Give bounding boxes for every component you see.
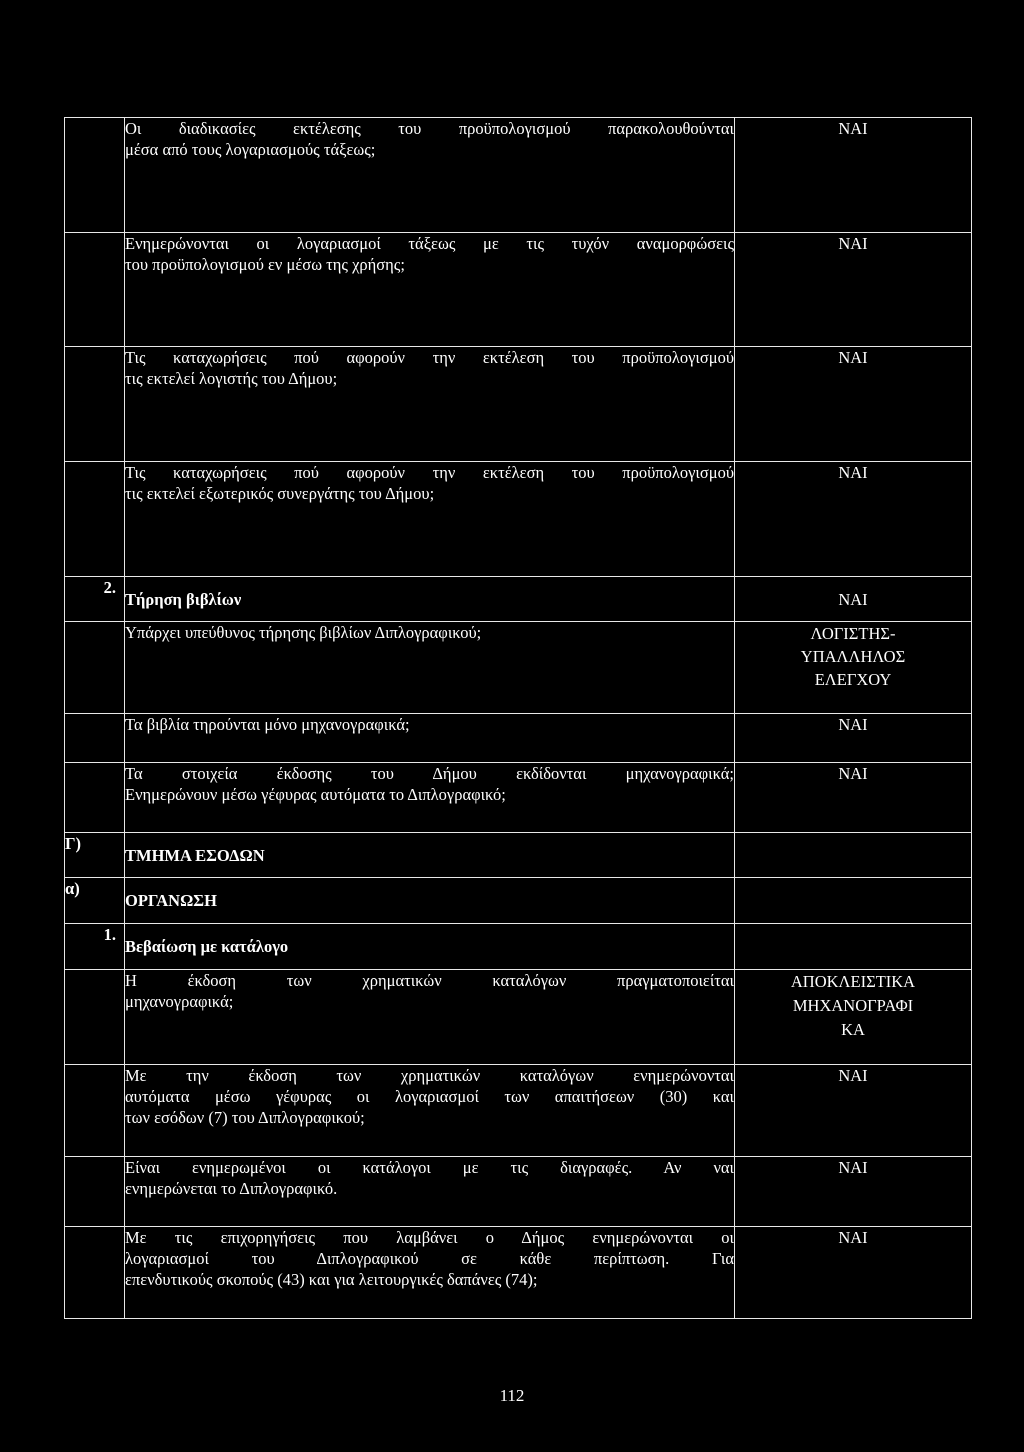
answer-text: ΝΑΙ — [838, 1066, 868, 1085]
answer-cell — [735, 878, 972, 924]
answer-cell — [735, 970, 972, 1065]
question-line: Ενημερώνονται οι λογαριασμοί τάξεως με τις τυχόν αναμορφώσεις — [125, 234, 734, 253]
answer-text: ΝΑΙ — [838, 764, 868, 783]
answer-text: ΝΑΙ — [838, 234, 868, 253]
question-line: επενδυτικούς σκοπούς (43) και για λειτουργικές δαπάνες (74); — [125, 1270, 538, 1289]
question-line: του προϋπολογισμού εν μέσω της χρήσης; — [125, 255, 405, 274]
answer-cell — [735, 577, 972, 622]
answer-cell — [735, 1065, 972, 1157]
section-heading-cell — [125, 833, 735, 878]
answer-cell — [735, 714, 972, 763]
row-number-cell — [65, 1227, 125, 1319]
question-line: Τις καταχωρήσεις πού αφορούν την εκτέλεση του προϋπολογισμού — [125, 463, 734, 482]
audit-table — [64, 117, 972, 1319]
answer-cell — [735, 1227, 972, 1319]
question-cell — [125, 1065, 735, 1157]
question-cell — [125, 118, 735, 233]
answer-text: ΝΑΙ — [838, 1158, 868, 1177]
question-line: αυτόματα μέσω γέφυρας οι λογαριασμοί των απαιτήσεων (30) και — [125, 1087, 734, 1106]
question-line: Οι διαδικασίες εκτέλεσης του προϋπολογισμού παρακολουθούνται — [125, 119, 734, 138]
question-cell — [125, 1227, 735, 1319]
question-line: Η έκδοση των χρηματικών καταλόγων πραγματοποιείται — [125, 971, 734, 990]
row-number: α) — [65, 879, 80, 898]
row-number-cell — [65, 878, 125, 924]
row-number-cell — [65, 233, 125, 347]
question-cell — [125, 1157, 735, 1227]
row-number-cell — [65, 347, 125, 462]
answer-cell — [735, 233, 972, 347]
row-number-cell — [65, 714, 125, 763]
question-cell — [125, 714, 735, 763]
answer-text: ΝΑΙ — [838, 715, 868, 734]
row-number-cell — [65, 970, 125, 1065]
question-line: Ενημερώνουν μέσω γέφυρας αυτόματα το Διπλογραφικό; — [125, 785, 506, 804]
answer-cell — [735, 833, 972, 878]
row-number-cell — [65, 833, 125, 878]
question-cell — [125, 970, 735, 1065]
question-line: Τις καταχωρήσεις πού αφορούν την εκτέλεση του προϋπολογισμού — [125, 348, 734, 367]
row-number-cell — [65, 622, 125, 714]
row-number: 2. — [103, 578, 116, 597]
answer-text: ΝΑΙ — [838, 348, 868, 367]
question-line: τις εκτελεί εξωτερικός συνεργάτης του Δήμου; — [125, 484, 435, 503]
table-row — [65, 1065, 972, 1157]
table-row — [65, 970, 972, 1065]
answer-line: ΜΗΧΑΝΟΓΡΑΦΙ — [792, 996, 914, 1015]
question-cell — [125, 233, 735, 347]
table-row — [65, 1157, 972, 1227]
question-line: λογαριασμοί του Διπλογραφικού σε κάθε περίπτωση. Για — [125, 1249, 734, 1268]
row-number-cell — [65, 763, 125, 833]
table-row — [65, 347, 972, 462]
row-number-cell — [65, 1065, 125, 1157]
question-cell — [125, 462, 735, 577]
table-row — [65, 233, 972, 347]
row-number-cell — [65, 462, 125, 577]
question-line: Είναι ενημερωμένοι οι κατάλογοι με τις διαγραφές. Αν ναι — [125, 1158, 734, 1177]
question-line: των εσόδων (7) του Διπλογραφικού; — [125, 1108, 365, 1127]
question-line: Τα βιβλία τηρούνται μόνο μηχανογραφικά; — [125, 715, 410, 734]
row-number: 1. — [103, 925, 116, 944]
answer-line: ΚΑ — [841, 1020, 865, 1039]
row-number-cell — [65, 118, 125, 233]
answer-cell — [735, 118, 972, 233]
table-row — [65, 118, 972, 233]
row-number-cell — [65, 577, 125, 622]
question-cell — [125, 622, 735, 714]
section-heading-cell — [125, 577, 735, 622]
table-row — [65, 462, 972, 577]
answer-cell — [735, 924, 972, 970]
table-row — [65, 833, 972, 878]
question-cell — [125, 347, 735, 462]
answer-cell — [735, 462, 972, 577]
section-heading: Βεβαίωση με κατάλογο — [125, 937, 289, 956]
answer-line: ΑΠΟΚΛΕΙΣΤΙΚΑ — [790, 972, 916, 991]
question-line: Υπάρχει υπεύθυνος τήρησης βιβλίων Διπλογραφικού; — [125, 623, 482, 642]
answer-line: ΛΟΓΙΣΤΗΣ- — [810, 624, 896, 643]
answer-cell — [735, 763, 972, 833]
question-line: Με την έκδοση των χρηματικών καταλόγων ενημερώνονται — [125, 1066, 734, 1085]
answer-text: ΝΑΙ — [838, 463, 868, 482]
answer-cell — [735, 347, 972, 462]
row-number-cell — [65, 1157, 125, 1227]
row-number-cell — [65, 924, 125, 970]
section-heading: ΤΜΗΜΑ ΕΣΟΔΩΝ — [125, 846, 265, 865]
question-line: ενημερώνεται το Διπλογραφικό. — [125, 1179, 338, 1198]
answer-line: ΕΛΕΓΧΟΥ — [814, 670, 892, 689]
question-line: Τα στοιχεία έκδοσης του Δήμου εκδίδονται μηχανογραφικά; — [125, 764, 734, 783]
row-number: Γ) — [65, 834, 81, 853]
question-line: τις εκτελεί λογιστής του Δήμου; — [125, 369, 338, 388]
section-heading-cell — [125, 924, 735, 970]
answer-text: ΝΑΙ — [838, 1228, 868, 1247]
table-row — [65, 714, 972, 763]
question-cell — [125, 763, 735, 833]
table-row — [65, 622, 972, 714]
section-heading-cell — [125, 878, 735, 924]
question-line: μηχανογραφικά; — [125, 992, 234, 1011]
question-line: μέσα από τους λογαριασμούς τάξεως; — [125, 140, 376, 159]
section-heading: ΟΡΓΑΝΩΣΗ — [125, 891, 217, 910]
answer-text: ΝΑΙ — [838, 590, 868, 609]
table-row — [65, 924, 972, 970]
answer-cell — [735, 1157, 972, 1227]
answer-text: ΝΑΙ — [838, 119, 868, 138]
section-heading: Τήρηση βιβλίων — [125, 590, 242, 609]
answer-line: ΥΠΑΛΛΗΛΟΣ — [800, 647, 906, 666]
table-row — [65, 763, 972, 833]
table-row — [65, 1227, 972, 1319]
page-number: 112 — [499, 1386, 525, 1405]
table-row — [65, 878, 972, 924]
question-line: Με τις επιχορηγήσεις που λαμβάνει ο Δήμος ενημερώνονται οι — [125, 1228, 734, 1247]
answer-cell — [735, 622, 972, 714]
table-row — [65, 577, 972, 622]
